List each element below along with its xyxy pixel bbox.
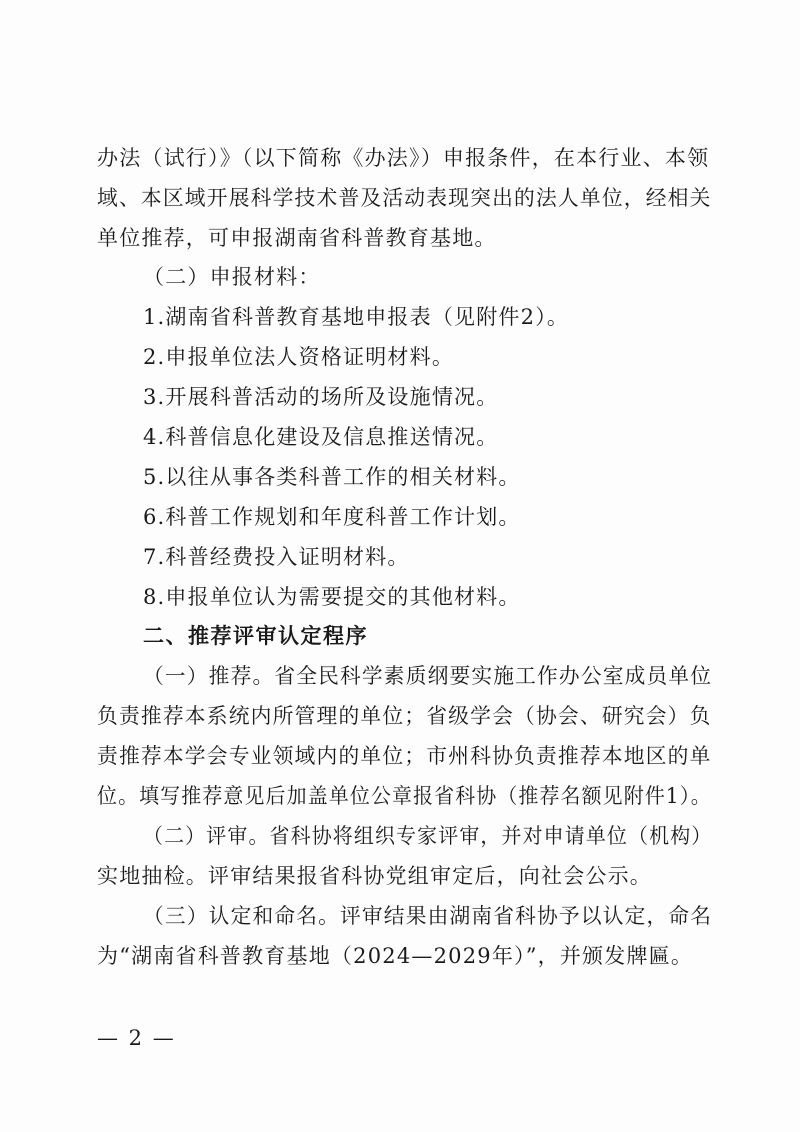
paragraph-line: （二）评审。省科协将组织专家评审，并对申请单位（机构） — [143, 824, 713, 848]
paragraph-line: 位。填写推荐意见后加盖单位公章报省科协（推荐名额见附件1）。 — [97, 784, 712, 808]
paragraph-line: 负责推荐本系统内所管理的单位；省级学会（协会、研究会）负 — [97, 704, 712, 728]
paragraph-line: 办法（试行）》（以下简称《办法》）申报条件，在本行业、本领 — [97, 146, 710, 170]
list-item: 1.湖南省科普教育基地申报表（见附件2）。 — [143, 305, 570, 329]
list-item: 7.科普经费投入证明材料。 — [143, 545, 410, 569]
list-item: 2.申报单位法人资格证明材料。 — [143, 345, 455, 369]
paragraph-line: 为“湖南省科普教育基地（2024—2029年）”，并颁发牌匾。 — [97, 944, 694, 968]
paragraph-line: 责推荐本学会专业领域内的单位；市州科协负责推荐本地区的单 — [97, 744, 712, 768]
section-heading: 二、推荐评审认定程序 — [143, 624, 368, 648]
paragraph-line: 单位推荐，可申报湖南省科普教育基地。 — [97, 226, 497, 250]
list-item: 5.以往从事各类科普工作的相关材料。 — [143, 465, 521, 489]
paragraph-line: （三）认定和命名。评审结果由湖南省科协予以认定，命名 — [143, 904, 713, 928]
page-number: — 2 — — [97, 1026, 176, 1050]
list-item: 3.开展科普活动的场所及设施情况。 — [143, 385, 499, 409]
list-item: 6.科普工作规划和年度科普工作计划。 — [143, 505, 521, 529]
subsection-heading: （二）申报材料： — [143, 265, 321, 289]
list-item: 4.科普信息化建设及信息推送情况。 — [143, 425, 499, 449]
paragraph-line: 实地抽检。评审结果报省科协党组审定后，向社会公示。 — [97, 864, 652, 888]
paragraph-line: 域、本区域开展科学技术普及活动表现突出的法人单位，经相关 — [97, 186, 712, 210]
list-item: 8.申报单位认为需要提交的其他材料。 — [143, 585, 521, 609]
paragraph-line: （一）推荐。省全民科学素质纲要实施工作办公室成员单位 — [143, 664, 713, 688]
